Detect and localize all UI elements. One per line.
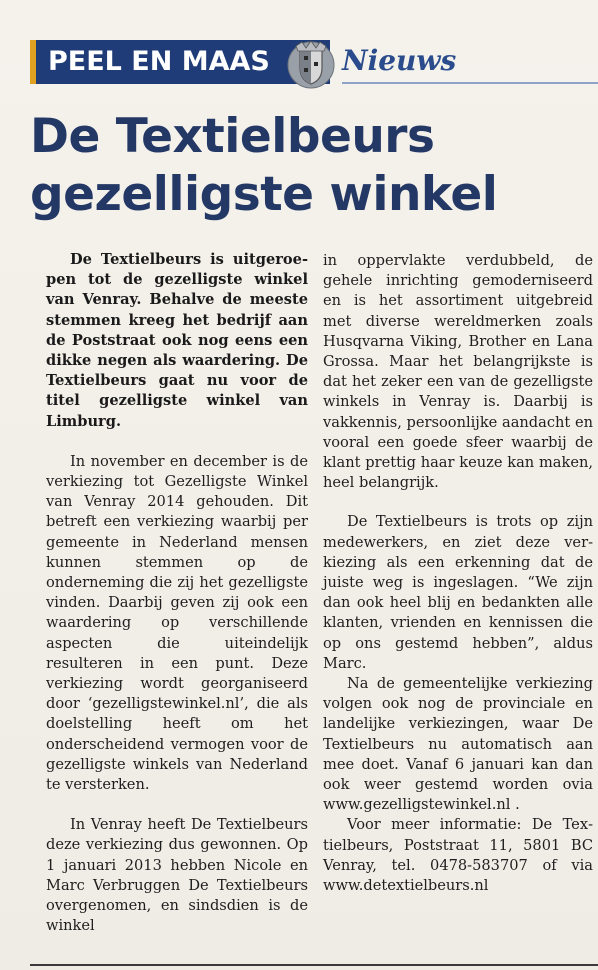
article-paragraph-2-continued: in oppervlakte verdubbeld, de gehele inrichting gemoderniseerd en is het assortiment uitgebreid met diverse wereldmerken zoals Husqvarna Viking, Brother en Lana Grossa. Maar het belangrijkste is dat het zeker een van de gezelligste winkels in Venray is. Daarbij is vakkennis, persoonlijke aandacht en vooral een goede sfeer waarbij de klant prettig haar keuze kan maken, heel belangrijk.: [323, 252, 593, 492]
masthead-section: Nieuws: [342, 44, 457, 77]
headline-line-1: De Textielbeurs: [30, 109, 435, 164]
article-column-left: [46, 250, 308, 937]
coat-of-arms-icon: [282, 38, 340, 90]
headline: [30, 108, 590, 224]
masthead-rule: [342, 82, 598, 84]
bottom-rule: [30, 964, 598, 966]
article-contact-info: Voor meer informatie: De Textielbeurs, Poststraat 11, 5801 BC Venray, tel. 0478-583707 of via www.detextielbeurs.nl: [323, 816, 593, 895]
headline-line-2: gezelligste winkel: [30, 167, 498, 222]
article-paragraph-3: De Textielbeurs is trots op zijn medewerkers, en ziet deze verkiezing als een erkenning dat de juiste weg is ingeslagen. “We zijn dan ook heel blij en bedankten alle klanten, vrienden en kennissen die op ons gestemd hebben”, aldus Marc.: [323, 513, 593, 672]
article-paragraph-1: In november en december is de verkiezing tot Gezelligste Winkel van Venray 2014 gehouden. Dit betreft een verkiezing waarbij per gemeente in Nederland mensen kunnen stemmen op de onderneming die zij het gezelligste vinden. Daarbij geven zij ook een waardering op verschillende aspecten die uiteindelijk resulteren in een punt. Deze verkiezing wordt georganiseerd door ‘gezelligstewinkel.nl’, die als doelstelling heeft om het onderscheidend vermogen voor de gezelligste winkels van Nederland te versterken.: [46, 452, 308, 794]
article-paragraph-4: Na de gemeentelijke verkiezing volgen ook nog de provinciale en landelijke verkiezingen, waar De Textielbeurs nu automatisch aan mee doet. Vanaf 6 januari kan dan ook weer gestemd worden ovia www.​gezelligstewinkel.nl .: [323, 675, 593, 814]
article-column-right: [323, 251, 593, 896]
article-paragraph-2: In Venray heeft De Textielbeurs deze verkiezing dus gewonnen. Op 1 januari 2013 hebben Nicole en Marc Verbruggen De Textielbeurs overgenomen, en sindsdien is de winkel: [46, 816, 308, 935]
article-lead: De Textielbeurs is uitgeroepen tot de gezelligste winkel van Venray. Behalve de meeste stemmen kreeg het bedrijf aan de Poststraat ook nog eens een dikke negen als waardering. De Textielbeurs gaat nu voor de titel gezelligste winkel van Limburg.: [46, 251, 308, 430]
masthead-title: PEEL EN MAAS: [48, 46, 270, 77]
masthead: [30, 38, 598, 88]
